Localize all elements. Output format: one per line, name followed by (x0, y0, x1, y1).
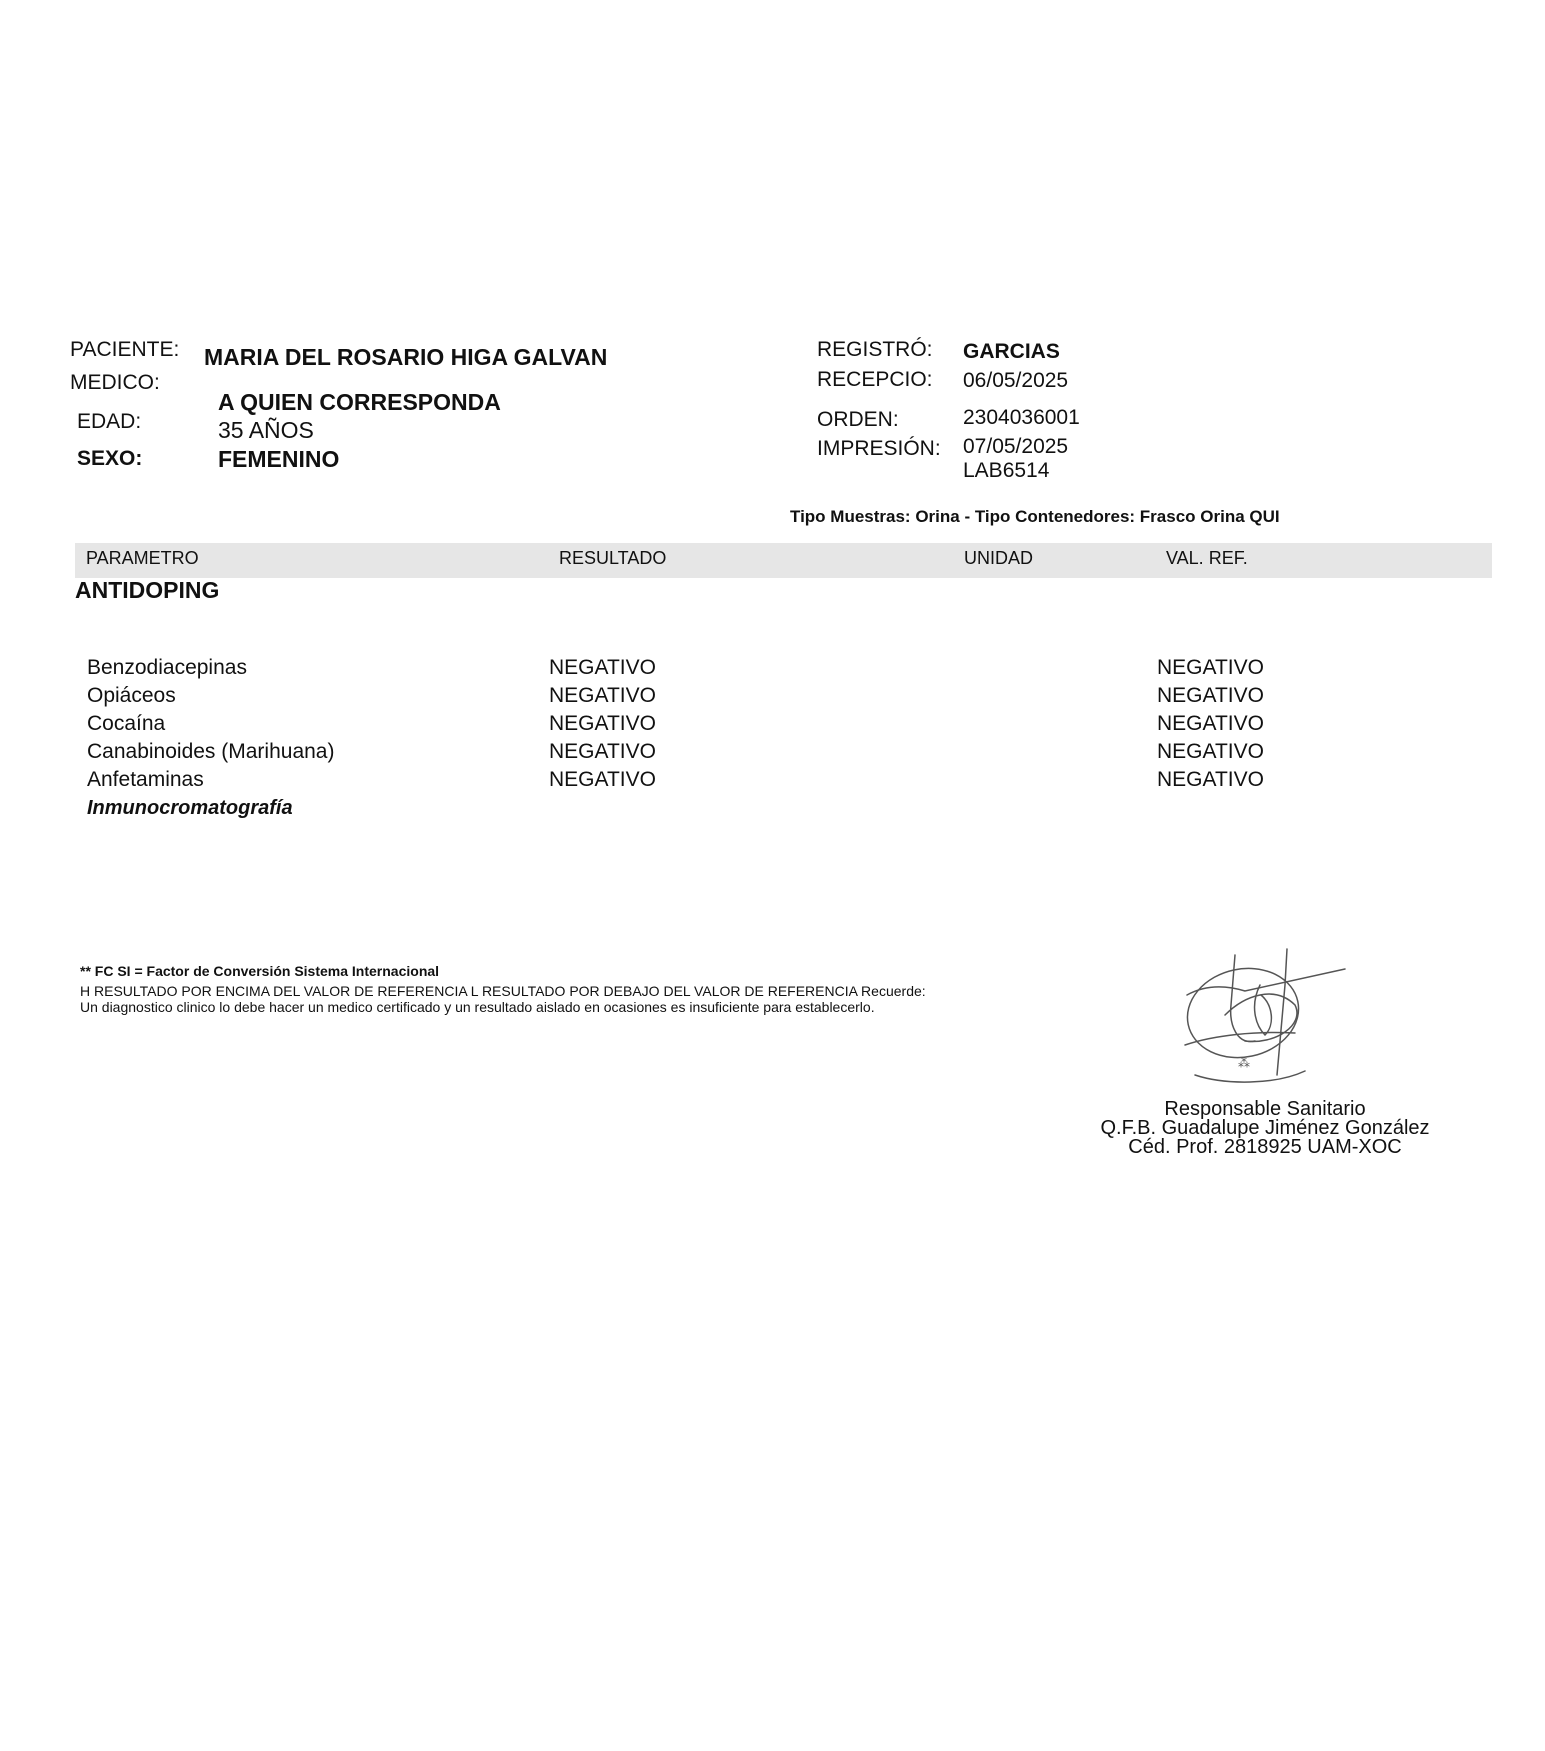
medico-label: MEDICO: (70, 371, 160, 394)
orden-value: 2304036001 (963, 406, 1080, 429)
registro-value: GARCIAS (963, 340, 1060, 363)
recepcio-value: 06/05/2025 (963, 369, 1069, 392)
row-parametro: Anfetaminas (87, 768, 204, 791)
row-val-ref: NEGATIVO (1157, 656, 1264, 679)
signature-name: Q.F.B. Guadalupe Jiménez González (1100, 1117, 1430, 1139)
recepcio-label: RECEPCIO: (817, 368, 933, 391)
header-unidad: UNIDAD (964, 548, 1034, 568)
paciente-value: MARIA DEL ROSARIO HIGA GALVAN (204, 344, 608, 370)
signature-image (1165, 945, 1365, 1095)
row-resultado: NEGATIVO (549, 684, 656, 707)
sample-info: Tipo Muestras: Orina - Tipo Contenedores: Frasco Orina QUI (790, 507, 1280, 526)
row-val-ref: NEGATIVO (1157, 768, 1264, 791)
row-resultado: NEGATIVO (549, 768, 656, 791)
sexo-label: SEXO: (77, 447, 143, 470)
lab-code: LAB6514 (963, 459, 1050, 482)
header-parametro: PARAMETRO (86, 548, 199, 568)
row-val-ref: NEGATIVO (1157, 740, 1264, 763)
row-parametro: Canabinoides (Marihuana) (87, 740, 335, 763)
signature-title: Responsable Sanitario (1164, 1098, 1366, 1120)
row-resultado: NEGATIVO (549, 740, 656, 763)
row-parametro: Cocaína (87, 712, 166, 735)
row-parametro: Opiáceos (87, 684, 176, 707)
impresion-label: IMPRESIÓN: (817, 437, 941, 460)
row-val-ref: NEGATIVO (1157, 712, 1264, 735)
signature-cedula: Céd. Prof. 2818925 UAM-XOC (1128, 1136, 1402, 1158)
header-val-ref: VAL. REF. (1166, 548, 1248, 568)
registro-label: REGISTRÓ: (817, 338, 933, 361)
section-title: ANTIDOPING (75, 577, 220, 603)
row-resultado: NEGATIVO (549, 656, 656, 679)
edad-label: EDAD: (77, 410, 142, 433)
medico-value: A QUIEN CORRESPONDA (218, 389, 501, 415)
method-label: Inmunocromatografía (87, 797, 293, 819)
fc-si-note: ** FC SI = Factor de Conversión Sistema Internacional (80, 963, 440, 979)
header-resultado: RESULTADO (559, 548, 667, 568)
impresion-value: 07/05/2025 (963, 435, 1069, 458)
paciente-label: PACIENTE: (70, 338, 180, 361)
svg-text:⁂: ⁂ (1238, 1056, 1250, 1070)
sexo-value: FEMENINO (218, 446, 340, 472)
legend-note: H RESULTADO POR ENCIMA DEL VALOR DE REFERENCIA L RESULTADO POR DEBAJO DEL VALOR DE REFERENCIA Recuerde: (80, 983, 926, 999)
disclaimer-note: Un diagnostico clinico lo debe hacer un medico certificado y un resultado aislado en ocasiones es insuficiente para establecerlo. (80, 999, 875, 1015)
row-resultado: NEGATIVO (549, 712, 656, 735)
orden-label: ORDEN: (817, 408, 899, 431)
table-header-bar (75, 543, 1492, 578)
row-val-ref: NEGATIVO (1157, 684, 1264, 707)
row-parametro: Benzodiacepinas (87, 656, 247, 679)
edad-value: 35 AÑOS (218, 417, 314, 443)
